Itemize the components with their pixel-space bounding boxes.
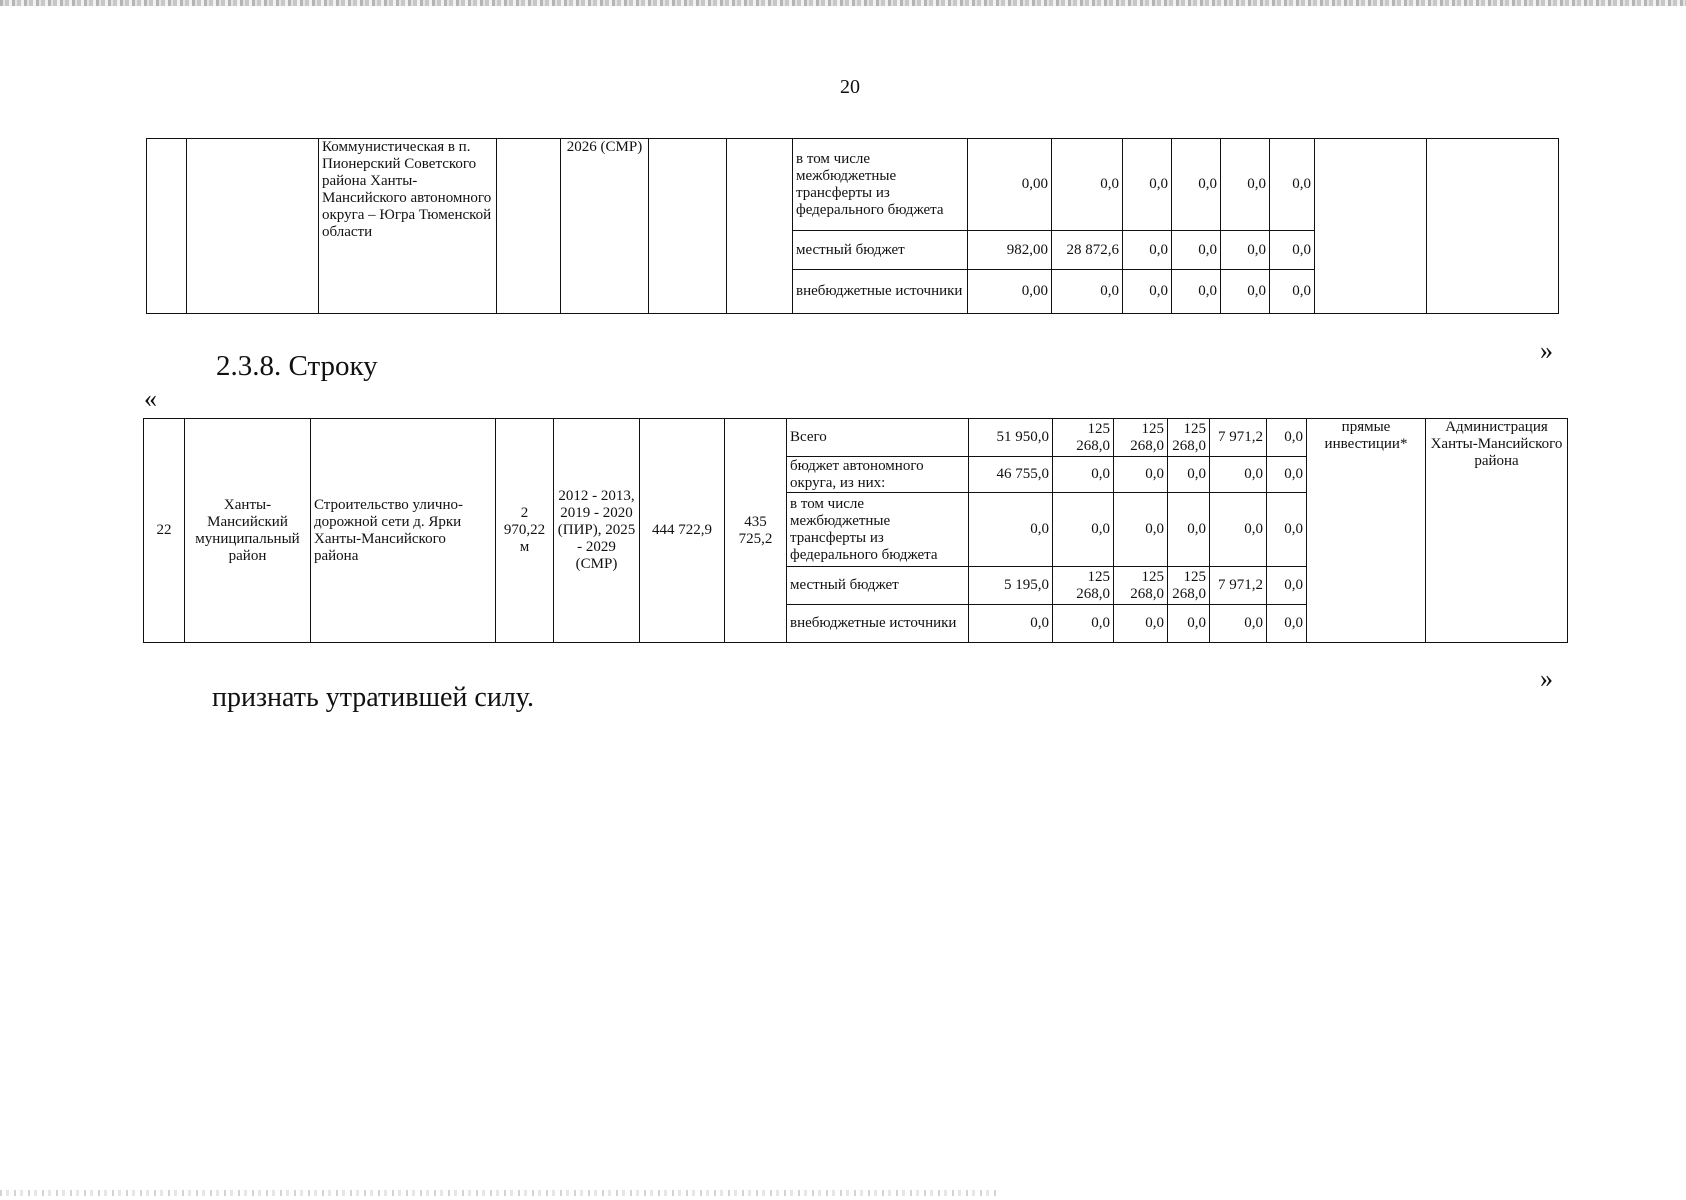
funding-source: внебюджетные источники — [793, 270, 968, 314]
value-cell: 0,0 — [1172, 231, 1221, 270]
open-quote: « — [144, 384, 157, 413]
value-cell: 982,00 — [968, 231, 1052, 270]
value-cell: 0,0 — [1123, 139, 1172, 231]
value-cell: 0,0 — [1210, 493, 1267, 567]
period: 2012 - 2013, 2019 - 2020 (ПИР), 2025 - 2029 (СМР) — [554, 419, 640, 643]
value-cell: 125 268,0 — [1114, 419, 1168, 457]
table-main — [143, 418, 1568, 643]
value-cell: 0,0 — [1172, 270, 1221, 314]
page-number: 20 — [840, 76, 860, 98]
funding-source: в том числе межбюджетные трансферты из федерального бюджета — [793, 139, 968, 231]
funding-source: внебюджетные источники — [787, 605, 969, 643]
object-name: Коммунистическая в п. Пионерский Советского района Ханты-Мансийского автономного округа – Югра Тюменской области — [319, 139, 497, 314]
value-cell: 7 971,2 — [1210, 567, 1267, 605]
value-cell: 0,0 — [1270, 139, 1315, 231]
value-cell: 0,00 — [968, 270, 1052, 314]
value-cell: 0,0 — [1172, 139, 1221, 231]
value-cell: 0,0 — [969, 493, 1053, 567]
value-cell: 0,0 — [969, 605, 1053, 643]
value-cell: 0,0 — [1210, 457, 1267, 493]
value-cell: 7 971,2 — [1210, 419, 1267, 457]
value-cell: 0,0 — [1052, 270, 1123, 314]
value-cell: 0,0 — [1270, 231, 1315, 270]
value-cell: 0,0 — [1123, 270, 1172, 314]
value-cell: 0,0 — [1114, 457, 1168, 493]
value-cell: 0,0 — [1168, 457, 1210, 493]
value-cell: 125 268,0 — [1114, 567, 1168, 605]
closing-text: признать утратившей силу. — [212, 682, 534, 713]
close-quote: » — [1540, 336, 1553, 365]
remaining-cost: 435 725,2 — [725, 419, 787, 643]
value-cell: 0,0 — [1053, 457, 1114, 493]
scan-artifact-top — [0, 0, 1686, 6]
table-row — [147, 139, 1559, 231]
value-cell: 0,0 — [1123, 231, 1172, 270]
value-cell: 46 755,0 — [969, 457, 1053, 493]
value-cell: 0,0 — [1210, 605, 1267, 643]
funding-source: местный бюджет — [787, 567, 969, 605]
value-cell: 0,0 — [1168, 605, 1210, 643]
value-cell: 0,0 — [1267, 457, 1307, 493]
value-cell: 0,0 — [1267, 493, 1307, 567]
value-cell: 125 268,0 — [1053, 419, 1114, 457]
value-cell: 0,0 — [1267, 605, 1307, 643]
period: 2026 (СМР) — [561, 139, 649, 314]
value-cell: 0,0 — [1114, 493, 1168, 567]
value-cell: 125 268,0 — [1053, 567, 1114, 605]
funding-source: местный бюджет — [793, 231, 968, 270]
value-cell: 0,0 — [1221, 270, 1270, 314]
value-cell: 0,00 — [968, 139, 1052, 231]
value-cell: 0,0 — [1168, 493, 1210, 567]
value-cell: 125 268,0 — [1168, 567, 1210, 605]
funding-source: Всего — [787, 419, 969, 457]
value-cell: 0,0 — [1221, 231, 1270, 270]
value-cell: 51 950,0 — [969, 419, 1053, 457]
capacity: 2 970,22 м — [496, 419, 554, 643]
table-continuation — [146, 138, 1559, 314]
value-cell: 5 195,0 — [969, 567, 1053, 605]
row-number: 22 — [144, 419, 185, 643]
funding-source: бюджет автономного округа, из них: — [787, 457, 969, 493]
value-cell: 0,0 — [1053, 605, 1114, 643]
funding-source: в том числе межбюджетные трансферты из федерального бюджета — [787, 493, 969, 567]
table-row — [144, 419, 1568, 457]
estimated-cost: 444 722,9 — [640, 419, 725, 643]
value-cell: 125 268,0 — [1168, 419, 1210, 457]
value-cell: 0,0 — [1053, 493, 1114, 567]
value-cell: 28 872,6 — [1052, 231, 1123, 270]
value-cell: 0,0 — [1267, 567, 1307, 605]
object-name: Строительство улично-дорожной сети д. Ярки Ханты-Мансийского района — [311, 419, 496, 643]
value-cell: 0,0 — [1267, 419, 1307, 457]
scan-artifact-bottom — [0, 1190, 1000, 1196]
value-cell: 0,0 — [1114, 605, 1168, 643]
section-heading: 2.3.8. Строку — [216, 350, 378, 382]
close-quote: » — [1540, 664, 1553, 693]
value-cell: 0,0 — [1052, 139, 1123, 231]
value-cell: 0,0 — [1221, 139, 1270, 231]
value-cell: 0,0 — [1270, 270, 1315, 314]
customer: Администрация Ханты-Мансийского района — [1426, 419, 1568, 643]
mechanism: прямые инвестиции* — [1307, 419, 1426, 643]
municipality: Ханты-Мансийский муниципальный район — [185, 419, 311, 643]
